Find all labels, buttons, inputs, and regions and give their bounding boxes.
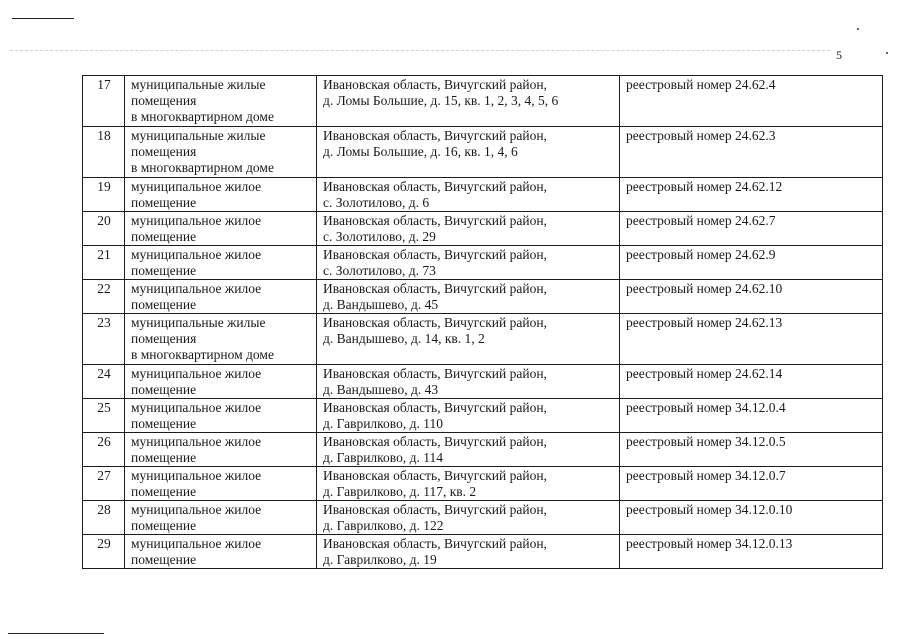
property-name-line: муниципальное жилое <box>131 247 262 262</box>
property-name-line: муниципальное жилое <box>131 179 262 194</box>
row-number-cell: 21 <box>83 246 125 280</box>
table-row <box>83 280 883 314</box>
property-name-line: помещение <box>131 263 197 278</box>
address-line: Ивановская область, Вичугский район, <box>323 247 547 262</box>
property-name-cell <box>125 365 317 399</box>
address-line: Ивановская область, Вичугский район, <box>323 315 547 330</box>
property-name-line: помещения <box>131 331 197 346</box>
address-line: д. Гаврилково, д. 19 <box>323 552 437 567</box>
property-name-cell <box>125 212 317 246</box>
address-line: Ивановская область, Вичугский район, <box>323 536 547 551</box>
property-name-cell <box>125 399 317 433</box>
row-number-cell: 19 <box>83 178 125 212</box>
address-cell <box>317 314 620 365</box>
row-number-cell: 24 <box>83 365 125 399</box>
address-line: д. Вандышево, д. 14, кв. 1, 2 <box>323 331 485 346</box>
address-cell <box>317 501 620 535</box>
registry-number-cell: реестровый номер 24.62.14 <box>620 365 883 399</box>
address-line: д. Гаврилково, д. 122 <box>323 518 444 533</box>
address-cell <box>317 212 620 246</box>
registry-number-cell: реестровый номер 34.12.0.5 <box>620 433 883 467</box>
property-name-line: муниципальное жилое <box>131 434 262 449</box>
address-line: Ивановская область, Вичугский район, <box>323 502 547 517</box>
property-name-cell <box>125 535 317 569</box>
table-row <box>83 399 883 433</box>
address-line: д. Гаврилково, д. 114 <box>323 450 443 465</box>
property-name-cell <box>125 246 317 280</box>
table-row <box>83 246 883 280</box>
address-line: д. Вандышево, д. 43 <box>323 382 439 397</box>
row-number-cell: 20 <box>83 212 125 246</box>
property-name-line: муниципальные жилые <box>131 128 266 143</box>
table-row <box>83 76 883 127</box>
address-line: Ивановская область, Вичугский район, <box>323 179 547 194</box>
property-name-cell <box>125 467 317 501</box>
property-name-cell <box>125 433 317 467</box>
address-line: д. Гаврилково, д. 110 <box>323 416 443 431</box>
address-line: д. Вандышево, д. 45 <box>323 297 439 312</box>
property-name-line: муниципальное жилое <box>131 213 262 228</box>
address-cell <box>317 399 620 433</box>
address-line: Ивановская область, Вичугский район, <box>323 128 547 143</box>
property-name-line: помещения <box>131 144 197 159</box>
property-name-line: муниципальные жилые <box>131 315 266 330</box>
address-cell <box>317 280 620 314</box>
property-name-line: помещение <box>131 518 197 533</box>
property-name-line: муниципальное жилое <box>131 536 262 551</box>
row-number-cell: 27 <box>83 467 125 501</box>
property-name-cell <box>125 178 317 212</box>
property-name-line: в многоквартирном доме <box>131 109 274 124</box>
registry-number-cell: реестровый номер 24.62.12 <box>620 178 883 212</box>
address-cell <box>317 178 620 212</box>
address-line: Ивановская область, Вичугский район, <box>323 400 547 415</box>
property-name-line: помещение <box>131 297 197 312</box>
table-row <box>83 178 883 212</box>
address-cell <box>317 535 620 569</box>
registry-number-cell: реестровый номер 24.62.3 <box>620 127 883 178</box>
address-cell <box>317 246 620 280</box>
property-name-line: помещение <box>131 229 197 244</box>
property-name-line: муниципальные жилые <box>131 77 266 92</box>
address-line: с. Золотилово, д. 29 <box>323 229 436 244</box>
address-cell <box>317 76 620 127</box>
property-name-line: в многоквартирном доме <box>131 160 274 175</box>
property-name-line: помещение <box>131 484 197 499</box>
property-name-line: муниципальное жилое <box>131 400 262 415</box>
property-name-line: помещение <box>131 552 197 567</box>
property-name-line: помещение <box>131 195 197 210</box>
scan-artifact-speck <box>857 28 859 30</box>
registry-number-cell: реестровый номер 24.62.4 <box>620 76 883 127</box>
table-body <box>83 76 883 569</box>
registry-number-cell: реестровый номер 34.12.0.13 <box>620 535 883 569</box>
address-cell <box>317 433 620 467</box>
property-name-line: в многоквартирном доме <box>131 347 274 362</box>
row-number-cell: 29 <box>83 535 125 569</box>
property-name-line: помещения <box>131 93 197 108</box>
row-number-cell: 18 <box>83 127 125 178</box>
registry-number-cell: реестровый номер 34.12.0.7 <box>620 467 883 501</box>
property-name-cell <box>125 76 317 127</box>
registry-number-cell: реестровый номер 34.12.0.4 <box>620 399 883 433</box>
row-number-cell: 23 <box>83 314 125 365</box>
property-registry-table <box>82 75 883 569</box>
address-cell <box>317 467 620 501</box>
property-name-cell <box>125 127 317 178</box>
scan-artifact-speck <box>886 52 888 54</box>
scan-artifact-dots <box>10 50 830 51</box>
table-row <box>83 365 883 399</box>
property-name-line: помещение <box>131 382 197 397</box>
address-line: Ивановская область, Вичугский район, <box>323 77 547 92</box>
property-name-line: муниципальное жилое <box>131 468 262 483</box>
property-name-line: муниципальное жилое <box>131 502 262 517</box>
address-line: с. Золотилово, д. 6 <box>323 195 430 210</box>
table-row <box>83 314 883 365</box>
row-number-cell: 17 <box>83 76 125 127</box>
scan-artifact-line <box>12 18 74 19</box>
registry-number-cell: реестровый номер 34.12.0.10 <box>620 501 883 535</box>
row-number-cell: 26 <box>83 433 125 467</box>
property-name-line: помещение <box>131 450 197 465</box>
address-line: Ивановская область, Вичугский район, <box>323 281 547 296</box>
table-row <box>83 501 883 535</box>
table-row <box>83 433 883 467</box>
table-row <box>83 467 883 501</box>
address-line: Ивановская область, Вичугский район, <box>323 366 547 381</box>
address-cell <box>317 127 620 178</box>
property-name-line: муниципальное жилое <box>131 281 262 296</box>
registry-number-cell: реестровый номер 24.62.13 <box>620 314 883 365</box>
address-line: с. Золотилово, д. 73 <box>323 263 436 278</box>
address-line: Ивановская область, Вичугский район, <box>323 434 547 449</box>
scan-artifact-line <box>8 633 104 634</box>
table-row <box>83 212 883 246</box>
registry-number-cell: реестровый номер 24.62.9 <box>620 246 883 280</box>
property-name-cell <box>125 501 317 535</box>
address-line: д. Ломы Большие, д. 15, кв. 1, 2, 3, 4, 5, 6 <box>323 93 559 108</box>
row-number-cell: 25 <box>83 399 125 433</box>
address-line: д. Ломы Большие, д. 16, кв. 1, 4, 6 <box>323 144 518 159</box>
property-name-line: помещение <box>131 416 197 431</box>
row-number-cell: 28 <box>83 501 125 535</box>
property-name-cell <box>125 280 317 314</box>
address-line: Ивановская область, Вичугский район, <box>323 213 547 228</box>
property-name-cell <box>125 314 317 365</box>
row-number-cell: 22 <box>83 280 125 314</box>
address-line: д. Гаврилково, д. 117, кв. 2 <box>323 484 477 499</box>
registry-number-cell: реестровый номер 24.62.10 <box>620 280 883 314</box>
table-row <box>83 127 883 178</box>
address-line: Ивановская область, Вичугский район, <box>323 468 547 483</box>
property-name-line: муниципальное жилое <box>131 366 262 381</box>
address-cell <box>317 365 620 399</box>
registry-number-cell: реестровый номер 24.62.7 <box>620 212 883 246</box>
table-row <box>83 535 883 569</box>
page-number: 5 <box>836 48 842 62</box>
